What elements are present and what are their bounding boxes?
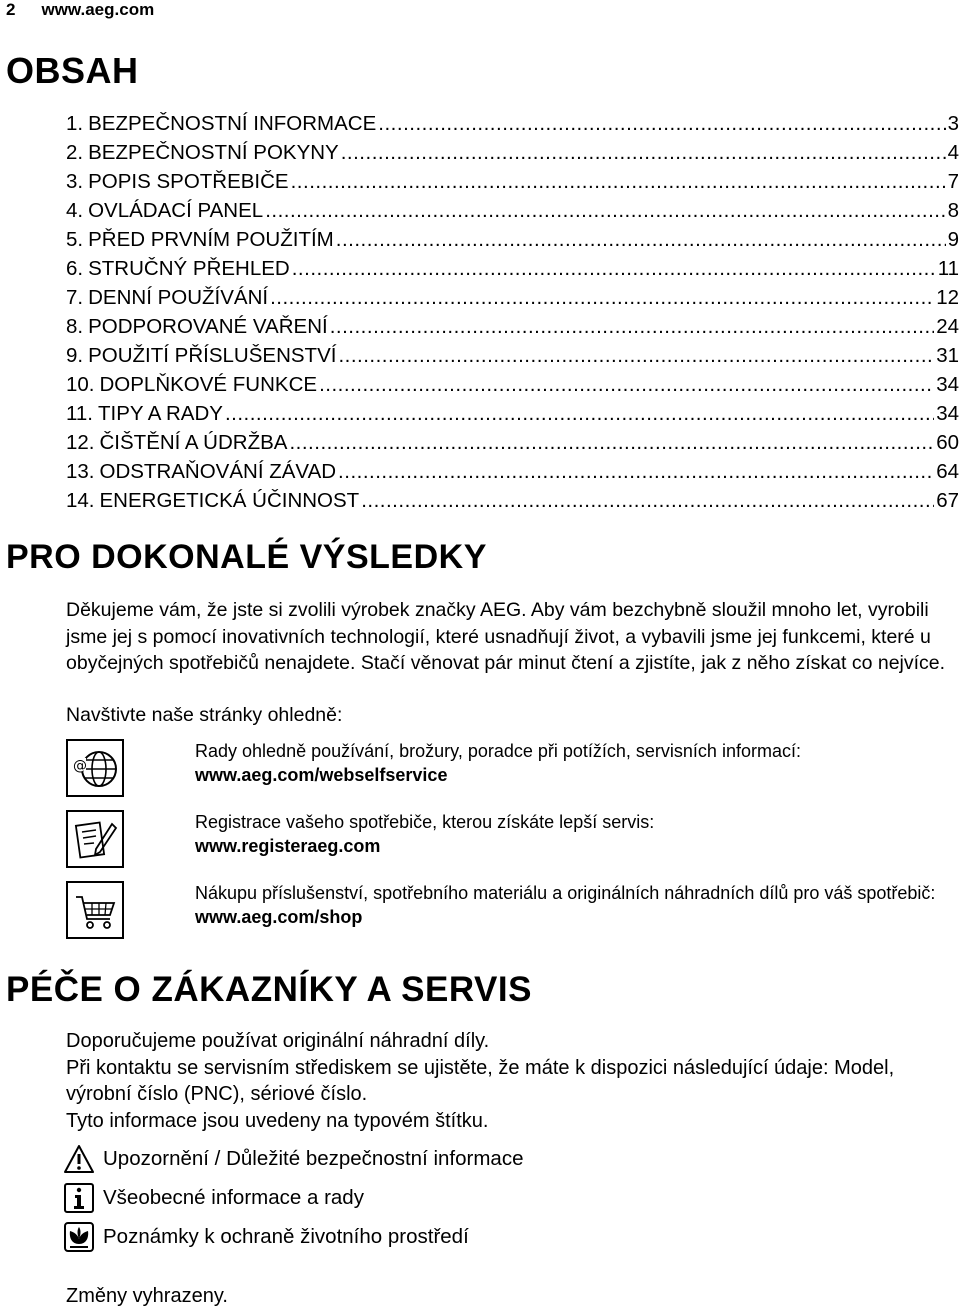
toc-dot-leader — [336, 225, 946, 254]
visit-line: Navštivte naše stránky ohledně: — [66, 704, 343, 726]
intro-paragraph: Děkujeme vám, že jste si zvolili výrobek značky AEG. Aby vám bezchybně sloužil mnoho let, vyrobili jsme jej s pomocí inovativních technologií, které usnadňují život, a vybavili jsme jej funkcemi, které u obyčejných spotřebičů nenajdete. Stačí věnovat pár minut čtení a zjistíte, jak z něho získat co nejvíce. — [66, 599, 946, 674]
toc-dot-leader — [225, 399, 934, 428]
toc-item-page: 12 — [936, 286, 959, 309]
toc-item-label: STRUČNÝ PŘEHLED — [88, 257, 290, 280]
shopping-cart-icon — [66, 881, 124, 939]
toc-item-label: BEZPEČNOSTNÍ POKYNY — [88, 141, 339, 164]
toc-item-page: 8 — [947, 199, 959, 222]
toc-item-number: 7. — [66, 286, 84, 309]
header-website: www.aeg.com — [41, 0, 155, 19]
toc-item-label: PŘED PRVNÍM POUŽITÍM — [88, 228, 334, 251]
toc-item-number: 12. — [66, 431, 95, 454]
toc-item-number: 6. — [66, 257, 84, 280]
page-number: 2 — [6, 0, 16, 19]
footer-note: Změny vyhrazeny. — [66, 1285, 228, 1307]
toc-item[interactable] — [66, 167, 959, 196]
toc-item-label: OVLÁDACÍ PANEL — [88, 199, 264, 222]
toc-item-number: 4. — [66, 199, 84, 222]
toc-item-label: POPIS SPOTŘEBIČE — [88, 170, 289, 193]
toc-item-page: 4 — [947, 141, 959, 164]
link-url-shop[interactable]: www.aeg.com/shop — [195, 907, 363, 927]
toc-item-page: 67 — [936, 489, 959, 512]
toc-item[interactable] — [66, 138, 959, 167]
toc-dot-leader — [292, 254, 936, 283]
toc-item-page: 7 — [947, 170, 959, 193]
toc-item-number: 14. — [66, 489, 95, 512]
toc-item-page: 34 — [936, 373, 959, 396]
link-text-register — [195, 810, 955, 858]
toc-item-page: 34 — [936, 402, 959, 425]
legend-label: Upozornění / Důležité bezpečnostní informace — [103, 1147, 524, 1170]
toc-item[interactable] — [66, 486, 959, 515]
link-url-register[interactable]: www.registeraeg.com — [195, 836, 381, 856]
toc-item-label: DENNÍ POUŽÍVÁNÍ — [88, 286, 269, 309]
toc-dot-leader — [291, 167, 946, 196]
toc-item-page: 60 — [936, 431, 959, 454]
toc-dot-leader — [361, 486, 934, 515]
toc-item[interactable] — [66, 196, 959, 225]
toc-dot-leader — [378, 109, 945, 138]
link-url-webselfservice[interactable]: www.aeg.com/webselfservice — [195, 765, 448, 785]
toc-item-number: 11. — [66, 402, 93, 425]
toc-dot-leader — [330, 312, 934, 341]
page-header — [6, 0, 154, 20]
toc-item-label: ODSTRAŇOVÁNÍ ZÁVAD — [99, 460, 337, 483]
toc-item-number: 10. — [66, 373, 95, 396]
toc-item-number: 2. — [66, 141, 84, 164]
link-text-webselfservice — [195, 739, 955, 787]
results-title: PRO DOKONALÉ VÝSLEDKY — [6, 538, 487, 576]
table-of-contents — [66, 109, 959, 515]
info-icon — [64, 1183, 94, 1213]
toc-item-label: POUŽITÍ PŘÍSLUŠENSTVÍ — [88, 344, 337, 367]
toc-item-number: 9. — [66, 344, 84, 367]
toc-item-label: ENERGETICKÁ ÚČINNOST — [99, 489, 360, 512]
web-globe-icon — [66, 739, 124, 797]
toc-dot-leader — [289, 428, 934, 457]
toc-item[interactable] — [66, 341, 959, 370]
link-description: Rady ohledně používání, brožury, poradce při potížích, servisních informací: — [195, 741, 801, 761]
toc-dot-leader — [341, 138, 946, 167]
care-line-1: Doporučujeme používat originální náhradní díly. — [66, 1030, 490, 1052]
toc-dot-leader — [270, 283, 934, 312]
toc-item-page: 3 — [947, 112, 959, 135]
link-description: Registrace vašeho spotřebiče, kterou získáte lepší servis: — [195, 812, 655, 832]
toc-item[interactable] — [66, 312, 959, 341]
toc-item[interactable] — [66, 254, 959, 283]
toc-item-number: 5. — [66, 228, 84, 251]
toc-item-number: 8. — [66, 315, 84, 338]
toc-item[interactable] — [66, 428, 959, 457]
toc-item-label: DOPLŇKOVÉ FUNKCE — [99, 373, 318, 396]
care-line-2: Při kontaktu se servisním střediskem se ujistěte, že máte k dispozici následující údaje: Model, výrobní číslo (PNC), sériové číslo. — [66, 1056, 895, 1105]
toc-item-label: TIPY A RADY — [97, 402, 223, 425]
svg-text:@: @ — [73, 758, 87, 774]
toc-item-page: 24 — [936, 315, 959, 338]
toc-dot-leader — [265, 196, 945, 225]
toc-item-label: ČIŠTĚNÍ A ÚDRŽBA — [99, 431, 288, 454]
toc-item[interactable] — [66, 370, 959, 399]
care-title: PÉČE O ZÁKAZNÍKY A SERVIS — [6, 970, 532, 1009]
care-paragraph — [66, 1028, 956, 1134]
care-line-3: Tyto informace jsou uvedeny na typovém štítku. — [66, 1109, 489, 1132]
toc-item[interactable] — [66, 399, 959, 428]
toc-item[interactable] — [66, 283, 959, 312]
toc-dot-leader — [338, 341, 934, 370]
link-description: Nákupu příslušenství, spotřebního materiálu a originálních náhradních dílů pro váš spotřebič: — [195, 883, 936, 903]
link-text-shop — [195, 881, 955, 929]
toc-dot-leader — [319, 370, 934, 399]
toc-item[interactable] — [66, 457, 959, 486]
toc-item-page: 11 — [937, 257, 959, 280]
toc-item-number: 3. — [66, 170, 84, 193]
toc-title: OBSAH — [6, 50, 139, 91]
legend-label: Všeobecné informace a rady — [103, 1186, 364, 1209]
registration-form-icon — [66, 810, 124, 868]
toc-item-number: 1. — [66, 112, 84, 135]
toc-item-page: 9 — [947, 228, 959, 251]
toc-item-page: 64 — [936, 460, 959, 483]
warning-triangle-icon — [64, 1144, 94, 1174]
environment-leaf-icon — [64, 1222, 94, 1252]
toc-item-label: BEZPEČNOSTNÍ INFORMACE — [88, 112, 377, 135]
toc-item-label: PODPOROVANÉ VAŘENÍ — [88, 315, 328, 338]
toc-item[interactable] — [66, 109, 959, 138]
legend-label: Poznámky k ochraně životního prostředí — [103, 1225, 469, 1248]
toc-item-page: 31 — [936, 344, 959, 367]
toc-item-number: 13. — [66, 460, 95, 483]
toc-dot-leader — [338, 457, 934, 486]
toc-item[interactable] — [66, 225, 959, 254]
